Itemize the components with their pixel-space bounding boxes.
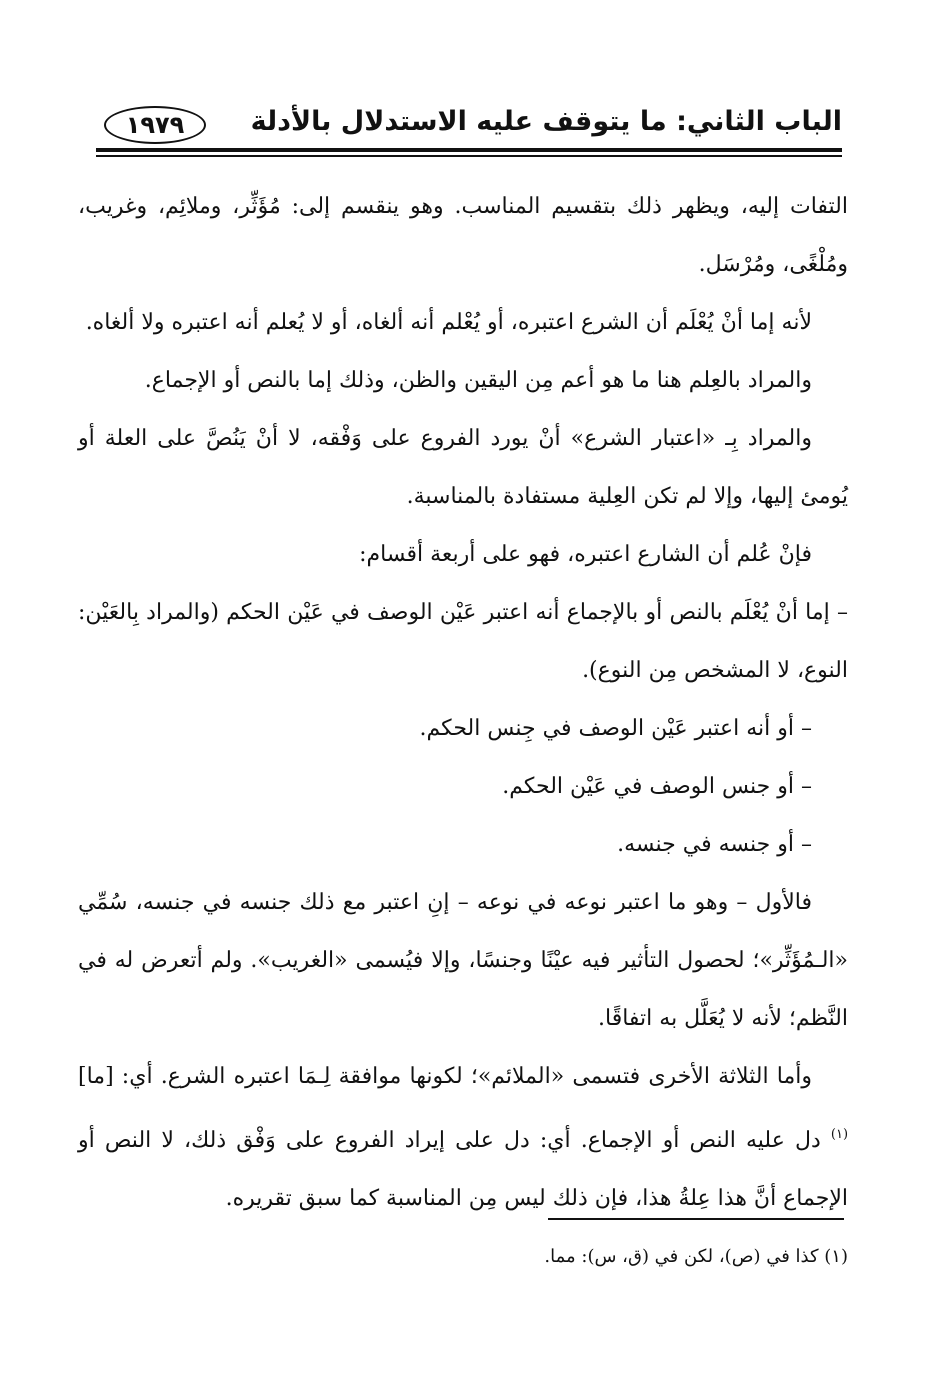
list-item: – أو جنس الوصف في عَيْن الحكم. <box>502 774 812 799</box>
body-text <box>78 178 848 1228</box>
paragraph: والمراد بِـ «اعتبار الشرع» أنْ يورد الفروع على وَفْقه، لا أنْ يَنُصَّ على العلة أو يُومئ إليها، وإلا لم تكن العِلية مستفادة بالمناسبة. <box>78 426 848 509</box>
list-item: – إما أنْ يُعْلَم بالنص أو بالإجماع أنه اعتبر عَيْن الوصف في عَيْن الحكم (والمراد بِالعَيْن: النوع، لا المشخص مِن النوع). <box>78 600 848 683</box>
paragraph <box>78 1048 848 1228</box>
page-number: ١٩٧٩ <box>104 106 206 144</box>
header-rule-thick <box>96 148 842 152</box>
running-title: الباب الثاني: ما يتوقف عليه الاستدلال بالأدلة <box>250 106 842 137</box>
list-item: – أو جنسه في جنسه. <box>617 832 812 857</box>
footnote: (١) كذا في (ص)، لكن في (ق، س): مما. <box>544 1246 848 1267</box>
paragraph: فإنْ عُلم أن الشارع اعتبره، فهو على أربعة أقسام: <box>359 542 812 567</box>
header-rule-thin <box>96 155 842 157</box>
paragraph: والمراد بالعِلم هنا ما هو أعم مِن اليقين والظن، وذلك إما بالنص أو الإجماع. <box>144 368 812 393</box>
paragraph-continuation: دل عليه النص أو الإجماع. أي: دل على إيراد الفروع على وَفْق ذلك، لا النص أو الإجماع أنَّ هذا عِلةُ هذا، فإن ذلك ليس مِن المناسبة كما سبق تقريره. <box>78 1128 848 1211</box>
paragraph: لأنه إما أنْ يُعْلَم أن الشرع اعتبره، أو يُعْلم أنه ألغاه، أو لا يُعلم أنه اعتبره ولا ألغاه. <box>85 310 812 335</box>
paragraph: فالأول – وهو ما اعتبر نوعه في نوعه – إنِ اعتبر مع ذلك جنسه في جنسه، سُمِّي «الـمُؤَثِّر»؛ لحصول التأثير فيه عيْنًا وجنسًا، وإلا فيُسمى «الغريب». ولم أتعرض له في النَّظم؛ لأنه لا يُعَلَّل به اتفاقًا. <box>78 890 848 1031</box>
paragraph-text: وأما الثلاثة الأخرى فتسمى «الملائم»؛ لكونها موافقة لِـمَا اعتبره الشرع. أي: [ما] <box>78 1064 812 1089</box>
page-header <box>96 100 842 150</box>
footnote-marker: (١) <box>830 1127 849 1142</box>
footnote-rule <box>548 1218 844 1220</box>
paragraph: التفات إليه، ويظهر ذلك بتقسيم المناسب. وهو ينقسم إلى: مُؤَثِّر، وملائِم، وغريب، ومُلْغًى، ومُرْسَل. <box>78 194 848 277</box>
list-item: – أو أنه اعتبر عَيْن الوصف في جِنس الحكم. <box>419 716 812 741</box>
